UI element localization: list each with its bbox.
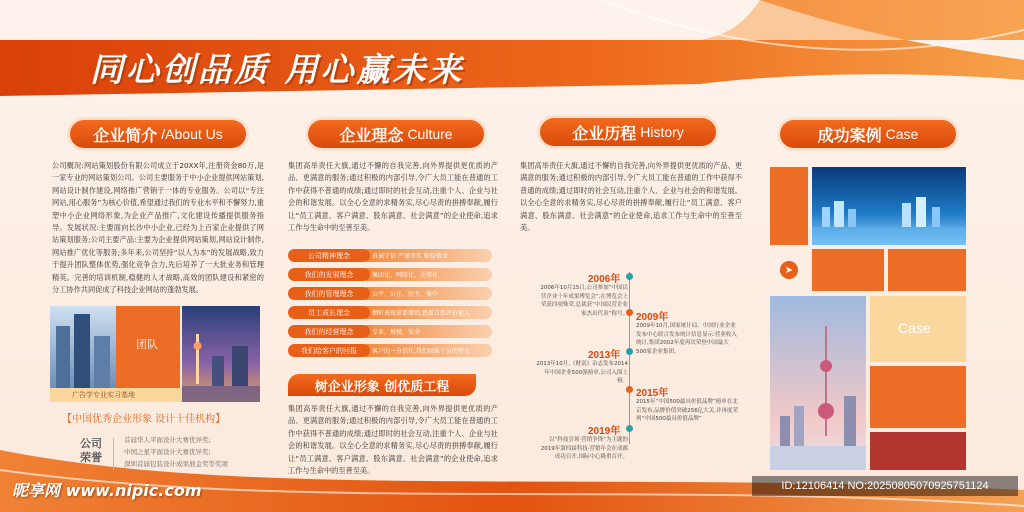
city-photo-night xyxy=(182,306,260,402)
culture-row-value: 倾听表现重要原则,感激自然评价他人 xyxy=(366,306,492,319)
history-event-text: 2006年10月15日,公司参加“中国民营企业十年成果博览会”,在博览会上荣获四项殊荣,总裁获“中国民营企业家杰出代表”称号。 xyxy=(540,285,628,317)
culture-text: 集团高举责任大旗,通过不懈的自我完善,向外界提供更优质的产品、更满意的服务;通过积极的内部引导,令广大员工能在普通的工作中获得不普通的成绩;通过即时的社会互动,注重个人、企业与社会的和谐发展。以全心全意的求精务实,尽心尽责的拼搏奉献,履行让“员工满意、客户满意、股东满意、社会满意”的企业使命,追求工作与生命中的至善至美。 xyxy=(288,161,498,233)
culture-row-label: 我们的发展理念 xyxy=(288,268,370,281)
case-card xyxy=(870,432,966,470)
culture-row-value: 公平、公正、民主、集中 xyxy=(366,287,492,300)
culture-row-label: 我们的经营理念 xyxy=(288,325,370,338)
base-label: 广告学专业实习基地 xyxy=(72,391,135,399)
case-card xyxy=(888,249,966,291)
culture-row-value: 真诚守信 严谨务实 勤俭敬业 xyxy=(366,249,492,262)
case-card xyxy=(770,167,808,245)
cases-heading-cn: 成功案例 xyxy=(817,125,882,145)
culture-row-label: 我们给客户的回报 xyxy=(288,344,370,357)
case-label: Case xyxy=(898,320,931,336)
cases-heading xyxy=(780,120,956,148)
timeline-dot xyxy=(626,386,633,393)
culture-heading-cn: 企业理念 xyxy=(339,125,404,145)
timeline-dot xyxy=(626,348,633,355)
honor-item: 中国之星平面设计大赛优异奖; xyxy=(124,448,211,456)
culture-heading-en: Culture xyxy=(407,126,453,142)
about-heading-cn: 企业简介 xyxy=(93,125,158,145)
about-text: 公司概况:网站策划股份有限公司成立于20XX年,注册资金80万,是一家专业的网站策划公司。公司主要服务于中小企业提供网站策划,网站设计制作建设,网络推广营销于一体的专业服务。公司以“专注网站,用心服务”为核心价值,希望通过我们的专业水平和不懈努力,重塑中小企业网络形象,为企业产品推广,文化建设传播提供服务指导。发展状况:主要面向长沙中小企业,已经为上百家企业提供了网站策划服务;公司主要产品:主要为企业提供网站策划,网站设计制作,网站推广优化等服务;多年来,公司坚持“以人为本”的发展战略,致力于提升团队整体优势,强化竞争合力,先后培养了一大批业务和管理精英。完善的培训机制,稳健的人才战略,高效的团队建设和紧密的分工协作共同促成了科技企业网站的蓬勃发展。 xyxy=(52,161,264,295)
history-heading xyxy=(540,118,716,146)
culture-row-label: 员工成长理念 xyxy=(288,306,370,319)
about-heading xyxy=(70,120,246,148)
history-heading-en: History xyxy=(640,124,684,140)
about-heading-en: /About Us xyxy=(161,126,223,142)
culture-slogan: 树企业形象 创优质工程 xyxy=(288,374,476,396)
city-photo-blue xyxy=(812,167,966,245)
honor-item: 首届华人平面设计大赛优异奖; xyxy=(124,436,211,444)
culture-row-value: 集团化、网络化、全球化 xyxy=(366,268,492,281)
culture-row-value: 专业、规模、安全 xyxy=(366,325,492,338)
history-heading-cn: 企业历程 xyxy=(572,123,637,143)
culture-text-2: 集团高举责任大旗,通过不懈的自我完善,向外界提供更优质的产品、更满意的服务;通过积极的内部引导,令广大员工能在普通的工作中获得不普通的成绩;通过即时的社会互动,注重个人、企业与社会的和谐发展。以全心全意的求精务实,尽心尽责的拼搏奉献,履行让“员工满意、客户满意、股东满意、社会满意”的企业使命,追求工作与生命中的至善至美。 xyxy=(288,404,498,476)
history-year: 2006年 xyxy=(588,274,621,285)
history-event-text: 以“科技引领·营销争锋”为主题的2019年第四届科技·营销年会在成都成功召开,国际中心隆重召开。 xyxy=(540,437,628,460)
site-watermark: 昵享网 www.nipic.com xyxy=(12,481,202,500)
city-photo-left xyxy=(50,306,116,388)
history-event-text: 2009年10月,国家统计局、中国行业企业发布中心联合发布统计信息显示:营业收入统计,集团2002年度再次荣登中国最大500家企业集团。 xyxy=(636,323,737,355)
timeline-dot xyxy=(626,425,633,432)
cases-heading-en: Case xyxy=(885,126,919,142)
arrow-right-icon: ➤ xyxy=(780,261,798,279)
honor-divider xyxy=(113,438,114,470)
culture-heading xyxy=(308,120,484,148)
culture-row-label: 我们的管理理念 xyxy=(288,287,370,300)
case-card xyxy=(870,366,966,428)
case-arrow-button[interactable] xyxy=(770,249,808,291)
page-title: 同心创品质 用心赢未来 xyxy=(90,50,465,89)
history-year: 2013年 xyxy=(588,350,621,361)
history-text: 集团高举责任大旗,通过不懈的自我完善,向外界提供更优质的产品、更满意的服务;通过积极的内部引导,令广大员工能在普通的工作中获得不普通的成绩;通过即时的社会互动,注重个人、企业与社会的和谐发展。以全心全意的求精务实,尽心尽责的拼搏奉献,履行让“员工满意、客户满意、股东满意、社会满意”的企业使命,追求工作与生命中的至善至美。 xyxy=(520,161,742,233)
culture-row-value: 客户的一分信任,我们回报十分的努力 xyxy=(366,344,492,357)
image-id-watermark: ID:12106414 NO:20250805070925751124 xyxy=(752,476,1018,496)
honor-item: 深圳首届包装设计成果展金奖等奖项 xyxy=(124,460,228,468)
honor-title: 公司荣誉 xyxy=(80,437,102,464)
history-event-text: 2013年10月,《财富》杂志发布2014年中国企业500强榜单,公司入围上榜。 xyxy=(536,361,628,384)
shanghai-photo xyxy=(770,296,866,470)
history-year: 2019年 xyxy=(588,426,621,437)
history-year: 2009年 xyxy=(636,312,669,323)
history-year: 2015年 xyxy=(636,388,669,399)
team-label: 团队 xyxy=(136,338,158,351)
about-slogan: 【中国优秀企业形象 设计十佳机构】 xyxy=(62,414,226,425)
timeline-dot xyxy=(626,273,633,280)
history-event-text: 2015年“中国500最具价值品牌”榜单在北京发布,品牌价值突破256亿大关,并再度荣列“中国500最具价值品牌” xyxy=(636,399,738,422)
culture-row-label: 公司精神理念 xyxy=(288,249,370,262)
case-card xyxy=(812,249,884,291)
timeline-line xyxy=(629,272,630,444)
